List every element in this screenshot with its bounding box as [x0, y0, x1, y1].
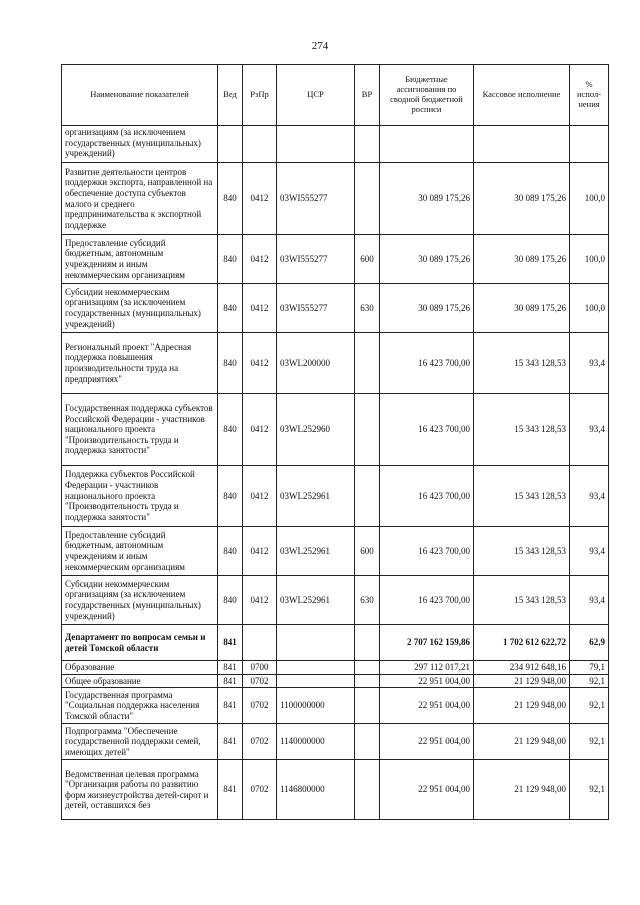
cell-csr: [277, 674, 355, 688]
cell-assignments: 16 423 700,00: [380, 394, 474, 466]
cell-vr: [355, 394, 380, 466]
table-row: [62, 126, 609, 163]
table-row: [62, 333, 609, 394]
cell-ved: 840: [218, 466, 243, 527]
cell-assignments: 22 951 004,00: [380, 688, 474, 724]
cell-name: Департамент по вопросам семьи и детей Томской области: [62, 625, 218, 661]
header-ved: Вед: [218, 65, 243, 126]
cell-percent: 92,1: [570, 760, 609, 820]
cell-rzpr: 0412: [243, 163, 277, 235]
cell-execution: 234 912 648,16: [474, 661, 570, 675]
cell-rzpr: 0412: [243, 394, 277, 466]
cell-percent: 92,1: [570, 688, 609, 724]
table-row: [62, 284, 609, 333]
cell-ved: 840: [218, 284, 243, 333]
cell-assignments: [380, 126, 474, 163]
cell-name: Образование: [62, 661, 218, 675]
cell-percent: 100,0: [570, 163, 609, 235]
header-name: Наименование показателей: [62, 65, 218, 126]
cell-csr: 03WI555277: [277, 284, 355, 333]
cell-vr: [355, 688, 380, 724]
cell-rzpr: 0412: [243, 235, 277, 284]
cell-csr: 1146800000: [277, 760, 355, 820]
cell-vr: [355, 724, 380, 760]
cell-name: организациям (за исключением государственных (муниципальных) учреждений): [62, 126, 218, 163]
cell-vr: [355, 466, 380, 527]
cell-ved: 840: [218, 527, 243, 576]
cell-ved: 841: [218, 760, 243, 820]
cell-name: Региональный проект "Адресная поддержка повышения производительности труда на предприятиях": [62, 333, 218, 394]
cell-execution: 15 343 128,53: [474, 333, 570, 394]
cell-percent: [570, 126, 609, 163]
cell-vr: 630: [355, 284, 380, 333]
cell-percent: 92,1: [570, 724, 609, 760]
cell-percent: 79,1: [570, 661, 609, 675]
cell-vr: [355, 760, 380, 820]
cell-name: Подпрограмма "Обеспечение государственной поддержки семей, имеющих детей": [62, 724, 218, 760]
cell-csr: 1140000000: [277, 724, 355, 760]
cell-assignments: 2 707 162 159,86: [380, 625, 474, 661]
cell-percent: 100,0: [570, 235, 609, 284]
cell-name: Поддержка субъектов Российской Федерации - участников национального проекта "Производительность труда и поддержка занятости": [62, 466, 218, 527]
header-vr: ВР: [355, 65, 380, 126]
cell-percent: 93,4: [570, 394, 609, 466]
cell-execution: 21 129 948,00: [474, 674, 570, 688]
table-header-row: [62, 65, 609, 126]
cell-ved: 840: [218, 576, 243, 625]
cell-csr: 03WL252960: [277, 394, 355, 466]
cell-csr: [277, 126, 355, 163]
cell-ved: 840: [218, 235, 243, 284]
cell-vr: 630: [355, 576, 380, 625]
cell-ved: 840: [218, 163, 243, 235]
cell-name: Государственная программа "Социальная поддержка населения Томской области": [62, 688, 218, 724]
cell-name: Предоставление субсидий бюджетным, автономным учреждениям и иным некоммерческим организациям: [62, 235, 218, 284]
cell-rzpr: 0412: [243, 576, 277, 625]
cell-ved: 840: [218, 394, 243, 466]
cell-name: Субсидии некоммерческим организациям (за исключением государственных (муниципальных) учреждений): [62, 576, 218, 625]
table-row: [62, 674, 609, 688]
table-row: [62, 235, 609, 284]
header-rzpr: РзПр: [243, 65, 277, 126]
cell-csr: [277, 661, 355, 675]
cell-ved: 840: [218, 333, 243, 394]
table-row: [62, 527, 609, 576]
cell-rzpr: [243, 126, 277, 163]
cell-execution: 15 343 128,53: [474, 466, 570, 527]
cell-csr: 03WL252961: [277, 527, 355, 576]
cell-ved: 841: [218, 674, 243, 688]
cell-vr: 600: [355, 235, 380, 284]
cell-assignments: 16 423 700,00: [380, 466, 474, 527]
table-row: [62, 724, 609, 760]
cell-vr: [355, 163, 380, 235]
table-row: [62, 760, 609, 820]
cell-name: Общее образование: [62, 674, 218, 688]
cell-assignments: 16 423 700,00: [380, 576, 474, 625]
header-assignments: Бюджетные ассигнования по сводной бюджетной росписи: [380, 65, 474, 126]
cell-vr: 600: [355, 527, 380, 576]
cell-name: Государственная поддержка субъектов Российской Федерации - участников национального проекта "Производительность труда и поддержка занятости": [62, 394, 218, 466]
cell-name: Развитие деятельности центров поддержки экспорта, направленной на обеспечение доступа субъектов малого и среднего предпринимательства к экспортной поддержке: [62, 163, 218, 235]
cell-ved: 841: [218, 688, 243, 724]
cell-execution: 1 702 612 622,72: [474, 625, 570, 661]
cell-percent: 100,0: [570, 284, 609, 333]
cell-assignments: 16 423 700,00: [380, 333, 474, 394]
cell-percent: 93,4: [570, 576, 609, 625]
cell-rzpr: 0702: [243, 760, 277, 820]
cell-rzpr: 0702: [243, 688, 277, 724]
cell-rzpr: [243, 625, 277, 661]
cell-execution: [474, 126, 570, 163]
cell-csr: [277, 625, 355, 661]
cell-execution: 30 089 175,26: [474, 284, 570, 333]
cell-csr: 03WL252961: [277, 576, 355, 625]
cell-assignments: 30 089 175,26: [380, 284, 474, 333]
cell-percent: 93,4: [570, 466, 609, 527]
cell-ved: 841: [218, 625, 243, 661]
cell-percent: 92,1: [570, 674, 609, 688]
header-csr: ЦСР: [277, 65, 355, 126]
cell-rzpr: 0412: [243, 466, 277, 527]
cell-name: Ведомственная целевая программа "Организация работы по развитию форм жизнеустройства детей-сирот и детей, оставшихся без: [62, 760, 218, 820]
cell-execution: 15 343 128,53: [474, 576, 570, 625]
cell-rzpr: 0412: [243, 333, 277, 394]
cell-rzpr: 0412: [243, 527, 277, 576]
cell-percent: 93,4: [570, 333, 609, 394]
header-percent: % испол-нения: [570, 65, 609, 126]
cell-csr: 03WI555277: [277, 235, 355, 284]
cell-csr: 03WL252961: [277, 466, 355, 527]
cell-ved: 841: [218, 661, 243, 675]
cell-rzpr: 0700: [243, 661, 277, 675]
cell-execution: 21 129 948,00: [474, 688, 570, 724]
cell-execution: 15 343 128,53: [474, 527, 570, 576]
table-row: [62, 625, 609, 661]
header-execution: Кассовое исполнение: [474, 65, 570, 126]
cell-assignments: 30 089 175,26: [380, 235, 474, 284]
table-row: [62, 466, 609, 527]
cell-assignments: 22 951 004,00: [380, 674, 474, 688]
cell-csr: 03WI555277: [277, 163, 355, 235]
cell-vr: [355, 625, 380, 661]
cell-percent: 93,4: [570, 527, 609, 576]
cell-rzpr: 0412: [243, 284, 277, 333]
cell-assignments: 30 089 175,26: [380, 163, 474, 235]
cell-vr: [355, 333, 380, 394]
cell-rzpr: 0702: [243, 674, 277, 688]
cell-execution: 30 089 175,26: [474, 235, 570, 284]
cell-vr: [355, 126, 380, 163]
page-number: 274: [311, 40, 329, 52]
budget-table: [61, 64, 609, 820]
table-row: [62, 688, 609, 724]
table-row: [62, 163, 609, 235]
cell-execution: 21 129 948,00: [474, 760, 570, 820]
cell-name: Субсидии некоммерческим организациям (за исключением государственных (муниципальных) учреждений): [62, 284, 218, 333]
cell-execution: 30 089 175,26: [474, 163, 570, 235]
cell-csr: 03WL200000: [277, 333, 355, 394]
cell-execution: 21 129 948,00: [474, 724, 570, 760]
cell-vr: [355, 661, 380, 675]
cell-rzpr: 0702: [243, 724, 277, 760]
cell-assignments: 16 423 700,00: [380, 527, 474, 576]
table-body: [62, 126, 609, 820]
cell-name: Предоставление субсидий бюджетным, автономным учреждениям и иным некоммерческим организациям: [62, 527, 218, 576]
table-row: [62, 576, 609, 625]
cell-assignments: 297 112 017,21: [380, 661, 474, 675]
cell-assignments: 22 951 004,00: [380, 724, 474, 760]
table-row: [62, 661, 609, 675]
cell-vr: [355, 674, 380, 688]
cell-ved: 841: [218, 724, 243, 760]
cell-percent: 62,9: [570, 625, 609, 661]
cell-assignments: 22 951 004,00: [380, 760, 474, 820]
cell-execution: 15 343 128,53: [474, 394, 570, 466]
table-row: [62, 394, 609, 466]
cell-ved: [218, 126, 243, 163]
cell-csr: 1100000000: [277, 688, 355, 724]
